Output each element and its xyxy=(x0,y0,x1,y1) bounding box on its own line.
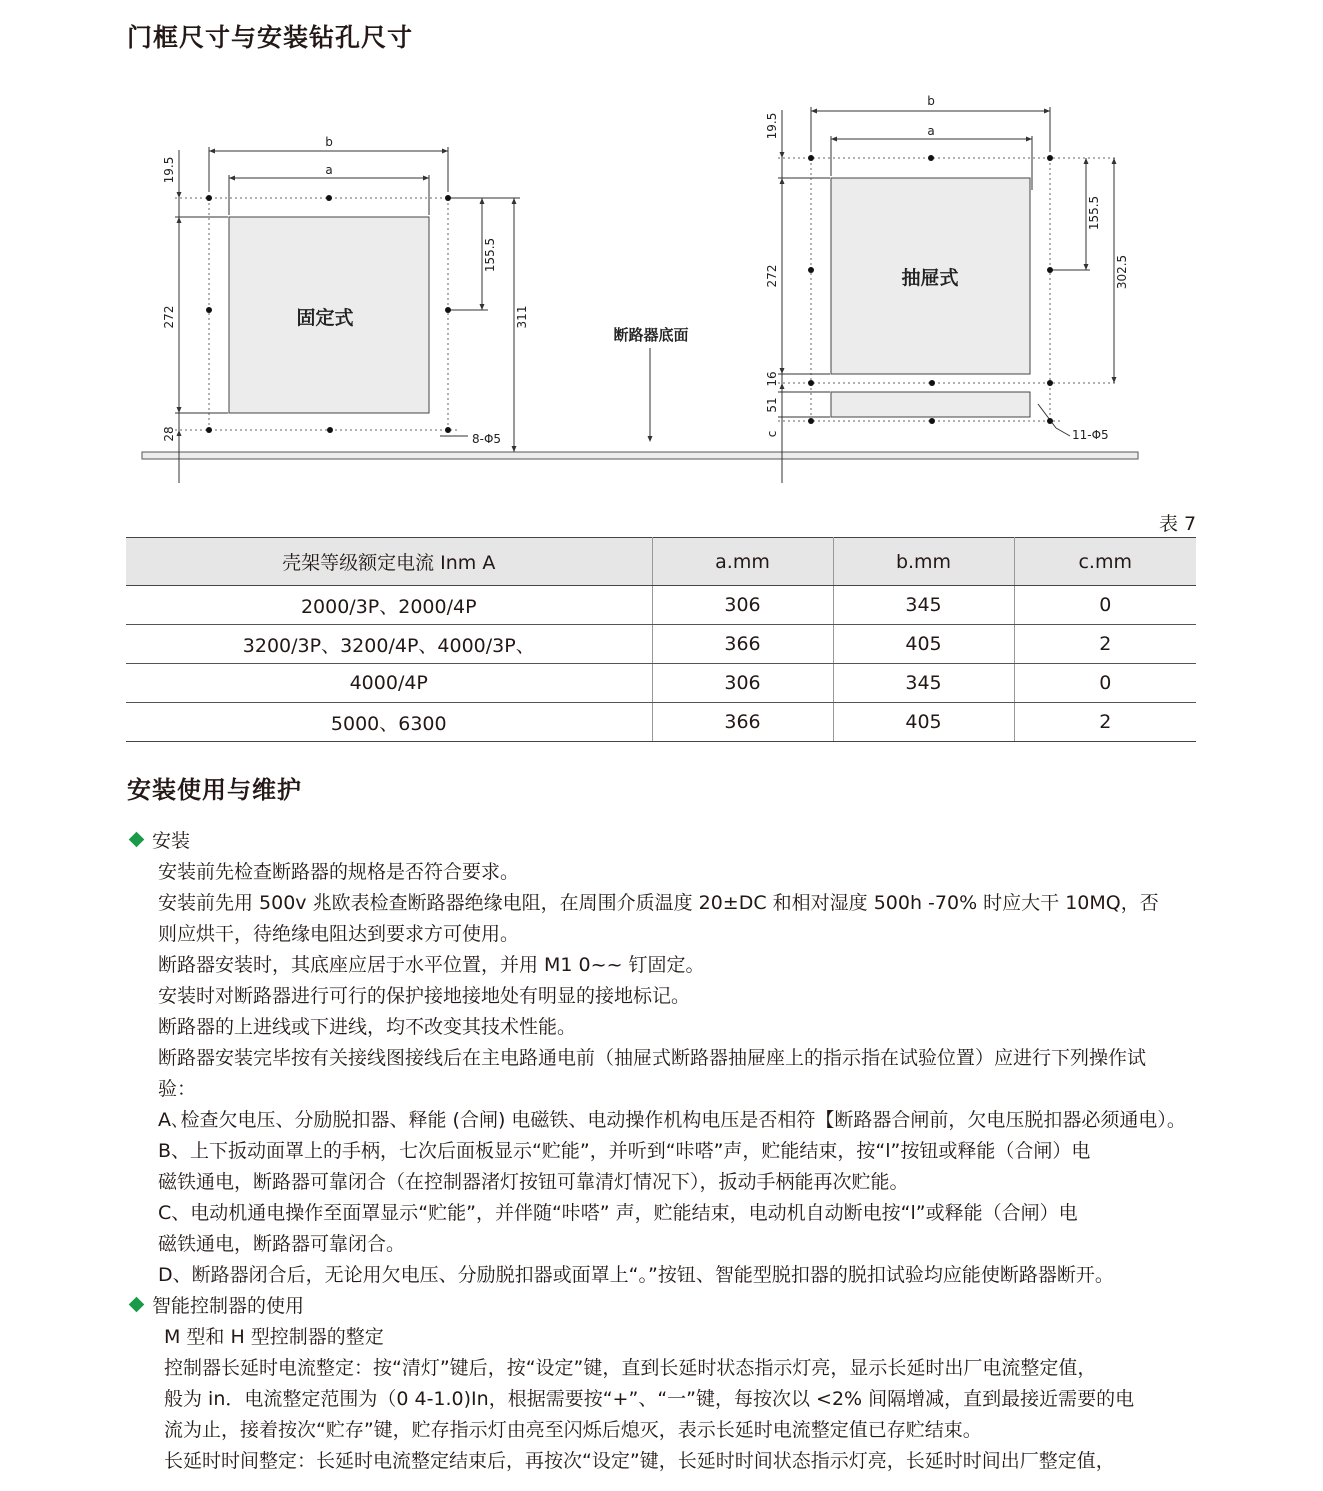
diamond-bullet-icon xyxy=(129,1297,145,1313)
table-cell: 2000/3P、2000/4P xyxy=(126,586,652,625)
table-cell: 2 xyxy=(1014,625,1196,664)
install-line: 断路器安装完毕按有关接线图接线后在主电路通电前（抽屉式断路器抽屉座上的指示指在试验位置）应进行下列操作试 xyxy=(158,1047,1147,1069)
fixed-label-195: 19.5 xyxy=(162,156,176,184)
fixed-label-b: b xyxy=(325,135,333,149)
install-line: C、电动机通电操作至面罩显示“贮能”，并伴随“咔嗒” 声，贮能结束，电动机自动断电按“l”或释能（合闸）电 xyxy=(158,1202,1078,1224)
install-line: 验： xyxy=(158,1078,197,1100)
table-header: b.mm xyxy=(833,538,1014,586)
install-line: 断路器安装时，其底座应居于水平位置，并用 M1 0~~ 钉固定。 xyxy=(158,954,705,976)
diamond-bullet-icon xyxy=(129,832,145,848)
fixed-label-311: 311 xyxy=(515,305,529,329)
table-header-row xyxy=(126,538,1196,586)
install-line: 安装前先用 500v 兆欧表检查断路器绝缘电阻，在周围介质温度 20±DC 和相对湿度 500h -70% 时应大干 10MQ，否 xyxy=(158,892,1159,914)
table-cell: 405 xyxy=(833,625,1014,664)
breaker-base-label: 断路器底面 xyxy=(613,326,689,344)
drawer-label-c: c xyxy=(765,430,779,438)
table-caption: 表 7 xyxy=(1159,513,1197,535)
section-title: 安装使用与维护 xyxy=(127,776,302,804)
drawer-label-16: 16 xyxy=(765,371,779,387)
controller-line: 流为止，接着按次“贮存”键，贮存指示灯由亮至闪烁后熄灭，表示长延时电流整定值已存贮结束。 xyxy=(164,1419,982,1441)
table-cell: 366 xyxy=(652,703,833,742)
mounting-base-strip xyxy=(142,452,1138,459)
table-cell: 366 xyxy=(652,625,833,664)
install-line: 断路器的上进线或下进线，均不改变其技术性能。 xyxy=(158,1016,577,1038)
drawer-label-51: 51 xyxy=(765,397,779,413)
table-header: 壳架等级额定电流 Inm A xyxy=(126,538,652,586)
controller-line: M 型和 H 型控制器的整定 xyxy=(164,1326,384,1348)
install-line: D、断路器闭合后，无论用欠电压、分励脱扣器或面罩上“。”按钮、智能型脱扣器的脱扣试验均应能使断路器断开。 xyxy=(158,1264,1114,1286)
drawer-label-b: b xyxy=(927,94,935,108)
install-line: B、上下扳动面罩上的手柄，七次后面板显示“贮能”，并听到“咔嗒”声，贮能结束，按“l”按钮或释能（合闸）电 xyxy=(158,1140,1091,1162)
table-cell: 345 xyxy=(833,664,1014,703)
table-cell: 2 xyxy=(1014,703,1196,742)
table-cell: 345 xyxy=(833,586,1014,625)
table-row xyxy=(126,703,1196,742)
controller-heading-text: 智能控制器的使用 xyxy=(152,1295,305,1317)
install-heading xyxy=(127,826,1207,857)
drawer-label-195: 19.5 xyxy=(765,112,779,140)
table-cell: 405 xyxy=(833,703,1014,742)
install-line: 则应烘干，待绝缘电阻达到要求方可使用。 xyxy=(158,923,520,945)
table-cell: 0 xyxy=(1014,586,1196,625)
drawer-type-label: 抽屉式 xyxy=(901,267,959,289)
page-title: 门框尺寸与安装钻孔尺寸 xyxy=(127,23,414,52)
fixed-label-holes: 8-Φ5 xyxy=(472,432,502,446)
dimension-table xyxy=(126,537,1196,742)
drawer-label-a: a xyxy=(927,124,935,138)
table-cell: 306 xyxy=(652,586,833,625)
controller-line: 般为 in．电流整定范围为（0 4-1.0)In，根据需要按“+”、“一”键，每按次以 <2% 间隔增减，直到最接近需要的电 xyxy=(164,1388,1135,1410)
table-header: a.mm xyxy=(652,538,833,586)
drawer-lower-panel xyxy=(831,392,1030,417)
install-line: 安装前先检查断路器的规格是否符合要求。 xyxy=(158,861,520,883)
table-row xyxy=(126,664,1196,703)
fixed-type-label: 固定式 xyxy=(296,307,354,329)
fixed-label-1555: 155.5 xyxy=(483,237,497,273)
install-heading-text: 安装 xyxy=(152,830,191,852)
install-line: 安装时对断路器进行可行的保护接地接地处有明显的接地标记。 xyxy=(158,985,691,1007)
install-paragraph xyxy=(158,857,1207,1291)
fixed-label-a: a xyxy=(325,163,333,177)
table-cell: 4000/4P xyxy=(126,664,652,703)
table-cell: 0 xyxy=(1014,664,1196,703)
table-header: c.mm xyxy=(1014,538,1196,586)
controller-line: 控制器长延时电流整定：按“清灯”键后，按“设定”键，直到长延时状态指示灯亮，显示长延时出厂电流整定值， xyxy=(164,1357,1097,1379)
controller-paragraph xyxy=(164,1322,1207,1477)
table-cell: 3200/3P、3200/4P、4000/3P、 xyxy=(126,625,652,664)
drawer-label-272: 272 xyxy=(765,264,779,288)
controller-line: 长延时时间整定：长延时电流整定结束后，再按次“设定”键，长延时时间状态指示灯亮，长延时时间出厂整定值， xyxy=(164,1450,1115,1472)
drawer-label-1555: 155.5 xyxy=(1087,195,1101,231)
instructions-body xyxy=(127,826,1207,1477)
install-line: A､检查欠电压、分励脱扣器、释能 (合闸) 电磁铁、电动操作机构电压是否相符【断路器合闸前，欠电压脱扣器必须通电）。 xyxy=(158,1109,1186,1131)
drawer-label-holes: 11-Φ5 xyxy=(1072,428,1109,442)
table-row xyxy=(126,625,1196,664)
controller-heading xyxy=(127,1291,1207,1322)
drawer-label-3025: 302.5 xyxy=(1115,254,1129,290)
table-cell: 5000、6300 xyxy=(126,703,652,742)
table-cell: 306 xyxy=(652,664,833,703)
table-row xyxy=(126,586,1196,625)
mounting-dimension-diagram xyxy=(0,80,1323,490)
install-line: 磁铁通电，断路器可靠闭合。 xyxy=(158,1233,406,1255)
install-line: 磁铁通电，断路器可靠闭合（在控制器渚灯按钮可靠清灯情况下），扳动手柄能再次贮能。 xyxy=(158,1171,909,1193)
fixed-label-272: 272 xyxy=(162,305,176,329)
fixed-label-28: 28 xyxy=(162,426,176,442)
